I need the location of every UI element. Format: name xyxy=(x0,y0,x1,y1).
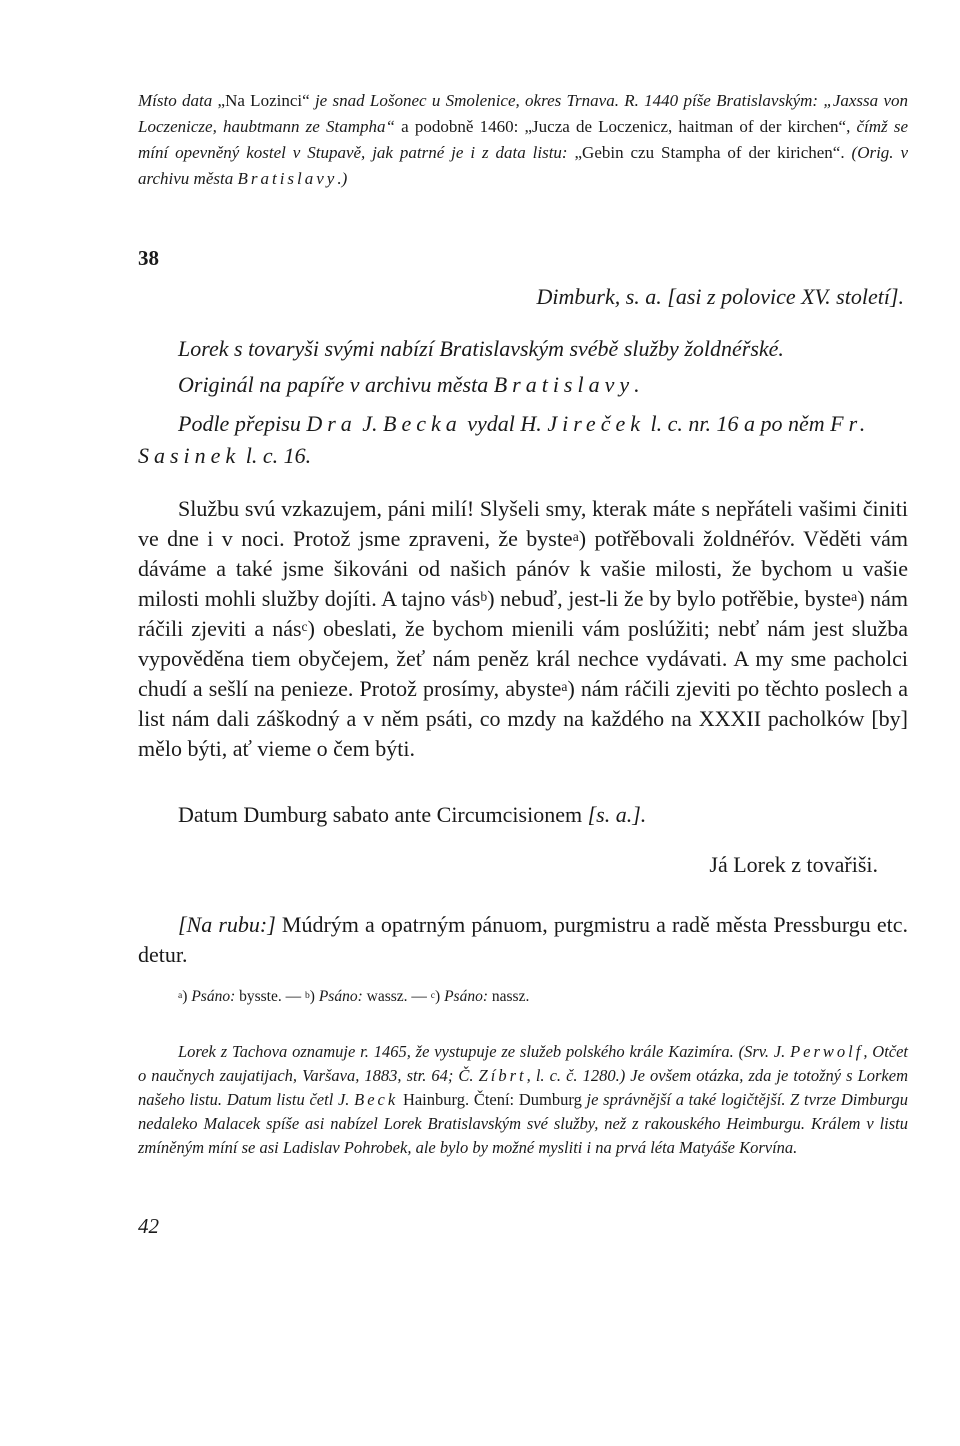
footnote-marker: c xyxy=(430,989,436,1001)
address-label: [Na rubu:] xyxy=(178,912,276,937)
intro-note xyxy=(138,88,908,192)
intro-quote: „Gebin czu Stampha of der kirichen“. xyxy=(574,143,845,162)
letter-text: ) nám ráčili zjeviti po těchto poslech a list nám dali záškodný a v něm psáti, co mzdy na každého na XXXII pacholków [by] mělo býti, ať vieme o čem býti. xyxy=(138,676,908,761)
letter-text: ) nebuď, jest-li že by bylo potřěbie, byste xyxy=(487,586,852,611)
commentary-text: , Otčet o naučnych zaujatijach, Varšava, 1883, str. 64; Č. xyxy=(138,1042,909,1085)
commentary-text: Čtení: xyxy=(473,1090,515,1109)
original-note xyxy=(178,372,640,398)
footnote-marker: a xyxy=(851,589,858,605)
document-regest: Lorek s tovaryši svými nabízí Bratislavským svébě služby žoldnéřské. xyxy=(178,336,784,361)
edition-text: Podle přepisu xyxy=(178,411,301,436)
commentary-text: , l. c. č. 1280.) Je ovšem otázka, zda je totožný s Lorkem našeho listu. Datum listu četl J. xyxy=(138,1066,908,1109)
footnote-separator: — xyxy=(411,988,427,1005)
commentary-name: Zíbrt xyxy=(478,1066,527,1085)
footnote-text: nassz. xyxy=(491,988,530,1005)
address-text: Múdrým a opatrným pánuom, purgmistru a radě města Pressburgu etc. detur. xyxy=(138,912,908,967)
footnote-marker: a xyxy=(572,529,579,545)
letter-datum xyxy=(178,802,646,828)
intro-quote: „Jaxssa von Loczenicze, haubtmann ze Stampha“ xyxy=(138,91,908,136)
footnotes: $^a$) Psáno: bysste. — $^b$) Psáno: wassz. — $^c$) Psáno: nassz. xyxy=(178,988,530,1005)
edition-name: Dra xyxy=(306,411,357,436)
datum-bracket: [s. a.]. xyxy=(587,802,647,827)
footnote-marker: a xyxy=(561,679,568,695)
footnote-label: Psáno: xyxy=(191,988,236,1005)
letter-signature: Já Lorek z tovařiši. xyxy=(709,852,878,877)
letter-text: ) nám ráčili zjeviti a nás xyxy=(138,586,909,641)
footnote-marker: b xyxy=(480,589,488,605)
intro-text: a podobně 1460: „Jucza de Loczenicz, haitman of der kirchen“, xyxy=(401,117,851,136)
edition-name: Fr. xyxy=(830,411,871,436)
document-number: 38 xyxy=(138,246,159,270)
edition-text: l. c. nr. 16 a po něm xyxy=(650,411,825,436)
commentary-name: Beck xyxy=(354,1090,399,1109)
edition-text: l. c. 16. xyxy=(245,443,312,468)
commentary-text: je správnější a také logičtější. Z tvrze Dimburgu nedaleko Malacek spíše asi nabízel Lorek Bratislavským své služby, než z rakouského Heimburgu. Králem v listu zmíněným míní se asi Ladislav Pohrobek, ale bylo by možné mysliti i na prvá léta Matyáše Korvína. xyxy=(138,1090,909,1157)
footnote-marker: c xyxy=(301,619,308,635)
intro-text: čímž se míní opevněný kostel v Stupavě, jak patrné je i z data listu: xyxy=(138,117,909,162)
footnote-text: wassz. xyxy=(366,988,408,1005)
edition-text: J. xyxy=(362,411,378,436)
original-city: Bratislavy xyxy=(493,372,635,397)
edition-name: Sasinek xyxy=(138,443,241,468)
letter-text: Službu svú vzkazujem, páni milí! Slyšeli smy, kterak máte s nepřáteli vašimi činiti ve dne i v noci. Protož jsme zpraveni, že byste xyxy=(138,496,908,551)
intro-city: Bratislavy xyxy=(237,169,338,188)
document-dateline: Dimburk, s. a. [asi z polovice XV. století]. xyxy=(536,284,904,309)
page-number: 42 xyxy=(138,1214,159,1238)
footnote-marker: b xyxy=(304,989,310,1001)
intro-text: Místo data xyxy=(138,91,213,110)
edition-name: Jireček xyxy=(547,411,645,436)
commentary xyxy=(138,1040,908,1160)
letter-address xyxy=(138,910,908,970)
datum-text: Datum Dumburg sabato ante Circumcisionem xyxy=(178,802,583,827)
edition-name: Becka xyxy=(383,411,462,436)
intro-source: (Orig. v archivu města xyxy=(138,143,909,188)
footnote-marker: a xyxy=(178,989,183,1001)
original-end: . xyxy=(634,372,640,397)
footnote-label: Psáno: xyxy=(444,988,489,1005)
letter-text: ) obeslati, že bychom mienili vám poslúžiti; nebť nám jest služba vypověděna tiem obyčejem, žeť nám peněz král nechce vydávati. A my sme pacholci chudí a sešlí na penieze. Protož prosímy, abyste xyxy=(138,616,909,701)
commentary-text: Lorek z Tachova oznamuje r. 1465, že vystupuje ze služeb polského krále Kazimíra. (Srv. J. xyxy=(178,1042,786,1061)
intro-text: je snad Lošonec u Smolenice, okres Trnava. R. 1440 píše Bratislavským: xyxy=(314,91,819,110)
footnote-label: Psáno: xyxy=(318,988,363,1005)
original-text: Originál na papíře v archivu města xyxy=(178,372,489,397)
letter-text: ) potřěbovali žoldnéřóv. Věděti vám dáváme a také jsme šikováni od našich pánóv k vašie milosti, že bychom u vašie milosti mohli služby dojíti. A tajno vás xyxy=(138,526,908,611)
intro-source-end: .) xyxy=(337,169,348,188)
commentary-name: Perwolf xyxy=(790,1042,864,1061)
commentary-text: Dumburg xyxy=(518,1090,582,1109)
commentary-text: Hainburg. xyxy=(402,1090,470,1109)
footnote-text: bysste. xyxy=(239,988,282,1005)
edition-note xyxy=(138,408,908,472)
intro-place-quote: „Na Lozinci“ xyxy=(217,91,310,110)
letter-body xyxy=(138,494,908,764)
footnote-separator: — xyxy=(285,988,302,1005)
edition-text: vydal H. xyxy=(467,411,542,436)
